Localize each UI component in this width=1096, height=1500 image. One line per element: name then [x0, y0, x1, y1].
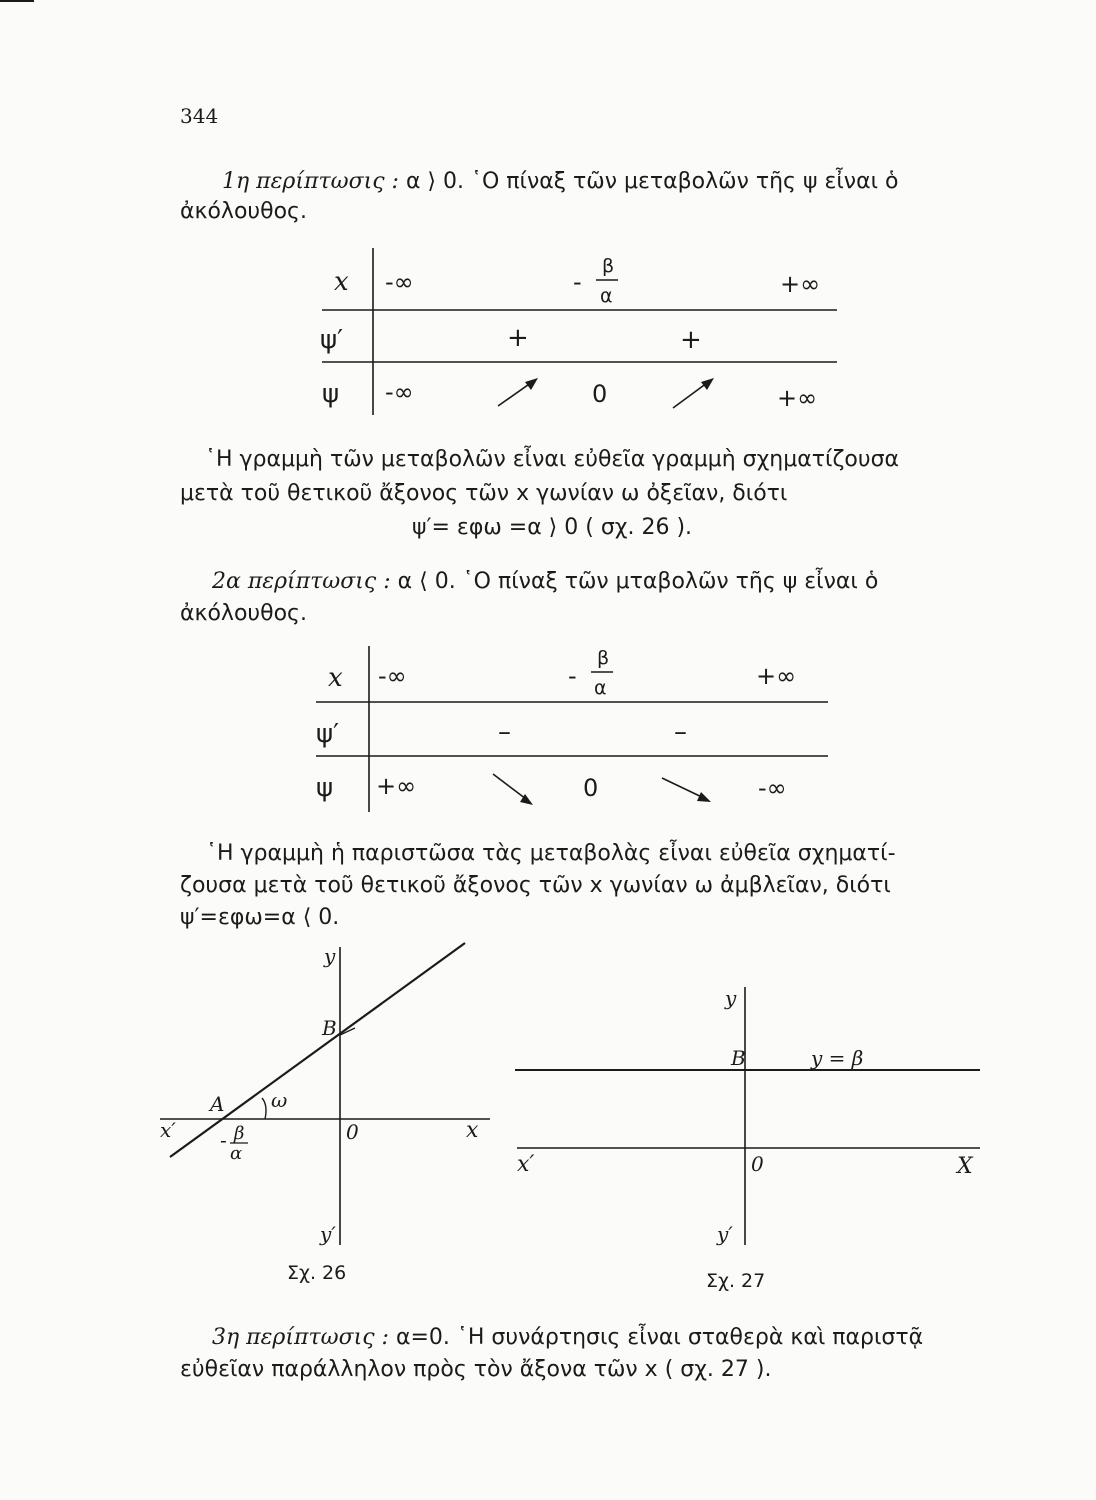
table2-y-label: ψ: [316, 773, 334, 803]
variation-table-1: [300, 240, 860, 420]
fig26-caption: Σχ. 26: [287, 1262, 347, 1284]
para2-line3: ψ′=εφω=α ⟨ 0.: [180, 905, 340, 930]
case3-text: α=0. ῾Η συνάρτησις εἶναι σταθερὰ καὶ παριστᾷ: [395, 1325, 924, 1350]
case2-label: 2α περίπτωσις :: [212, 569, 391, 594]
fig26-line: [170, 943, 465, 1157]
table2-y-posinf: +∞: [376, 772, 417, 800]
table2-y-neginf: -∞: [758, 774, 787, 802]
table2-x-alpha: α: [594, 677, 607, 699]
table1-dy-label: ψ′: [320, 325, 344, 355]
case3-label: 3η περίπτωσις :: [212, 1325, 389, 1350]
decreasing-arrow-icon-1: [493, 774, 533, 805]
figure-27: [505, 975, 995, 1255]
fig26-neg-label: -: [220, 1128, 227, 1152]
fig26-beta-label: β: [234, 1123, 245, 1144]
fig27-b-label: B: [731, 1046, 746, 1070]
case3-line1: [212, 1320, 923, 1356]
para1-line3: ψ′= εφω =α ⟩ 0 ( σχ. 26 ).: [412, 515, 693, 540]
case1-text: α ⟩ 0. ῾Ο πίναξ τῶν μεταβολῶν τῆς ψ εἶναι ὁ: [405, 169, 899, 194]
table2-dy-label: ψ′: [316, 719, 340, 749]
table2-x-neginf: -∞: [378, 662, 407, 690]
case3-line2: εὐθεῖαν παράλληλον πρὸς τὸν ἄξονα τῶν x ( σχ. 27 ).: [180, 1357, 772, 1382]
table2-x-label: x: [328, 663, 343, 693]
increasing-arrow-icon-2: [673, 378, 714, 408]
case1-label: 1η περίπτωσις :: [222, 169, 399, 194]
table1-y-neginf: -∞: [385, 378, 414, 406]
fig26-angle-arc: [262, 1098, 266, 1119]
fig27-caption: Σχ. 27: [706, 1270, 766, 1292]
table1-y-zero: 0: [592, 380, 608, 408]
variation-table-2: [300, 640, 860, 815]
para2-line2: ζουσα μετὰ τοῦ θετικοῦ ἄξονος τῶν x γωνίαν ω ἀμβλεῖαν, διότι: [180, 873, 891, 898]
fig26-origin-label: 0: [346, 1120, 359, 1144]
table1-x-neginf: -∞: [385, 268, 414, 296]
table1-x-label: x: [334, 267, 349, 297]
case1-line1: [222, 164, 898, 200]
fig26-x-prime-label: x′: [160, 1118, 176, 1142]
table1-y-label: ψ: [322, 379, 340, 409]
table2-x-beta: β: [597, 647, 610, 669]
fig26-alpha-label: α: [230, 1143, 243, 1164]
figure-26: [150, 935, 510, 1255]
para2-line1: ῾Η γραμμὴ ἡ παριστῶσα τὰς μεταβολὰς εἶναι εὐθεῖα σχηματί-: [206, 841, 896, 866]
fig26-a-label: A: [210, 1092, 225, 1116]
fig27-x-label: X: [957, 1154, 973, 1179]
table1-x-minus: -: [573, 268, 582, 296]
case2-line1: [212, 564, 878, 600]
fig27-origin-label: 0: [751, 1152, 764, 1176]
table1-y-posinf: +∞: [777, 384, 818, 412]
table1-x-alpha: α: [600, 285, 613, 307]
fig26-y-label: y: [324, 944, 336, 968]
table1-dy-sign-1: +: [507, 323, 529, 353]
increasing-arrow-icon-1: [498, 378, 538, 406]
para1-line1: ῾Η γραμμὴ τῶν μεταβολῶν εἶναι εὐθεῖα γραμμὴ σχηματίζουσα: [205, 447, 900, 472]
case2-text: α ⟨ 0. ῾Ο πίναξ τῶν μταβολῶν τῆς ψ εἶναι ὁ: [397, 569, 879, 594]
table2-dy-sign-2: –: [674, 717, 687, 747]
table2-x-posinf: +∞: [756, 662, 797, 690]
fig26-b-label: B: [322, 1016, 337, 1040]
fig27-line-label: y = β: [811, 1046, 864, 1070]
fig27-y-prime-label: y′: [717, 1222, 733, 1246]
table2-y-zero: 0: [583, 774, 599, 802]
fig26-y-prime-label: y′: [320, 1222, 336, 1246]
fig26-x-label: x: [466, 1118, 479, 1143]
fig27-y-label: y: [725, 986, 737, 1010]
table1-dy-sign-2: +: [680, 325, 702, 355]
table1-x-posinf: +∞: [780, 270, 821, 298]
case1-line2: ἀκόλουθος.: [180, 199, 307, 224]
table1-x-beta: β: [602, 255, 615, 277]
table2-dy-sign-1: –: [498, 717, 511, 747]
case2-line2: ἀκόλουθος.: [180, 601, 307, 626]
decreasing-arrow-icon-2: [662, 778, 711, 802]
fig26-omega-label: ω: [271, 1088, 288, 1112]
page-number: 344: [180, 104, 219, 128]
table2-x-minus: -: [568, 662, 577, 690]
para1-line2: μετὰ τοῦ θετικοῦ ἄξονος τῶν x γωνίαν ω ὀξεῖαν, διότι: [180, 481, 788, 506]
scan-corner-mark: [0, 0, 34, 2]
fig27-x-prime-label: x′: [517, 1152, 535, 1177]
